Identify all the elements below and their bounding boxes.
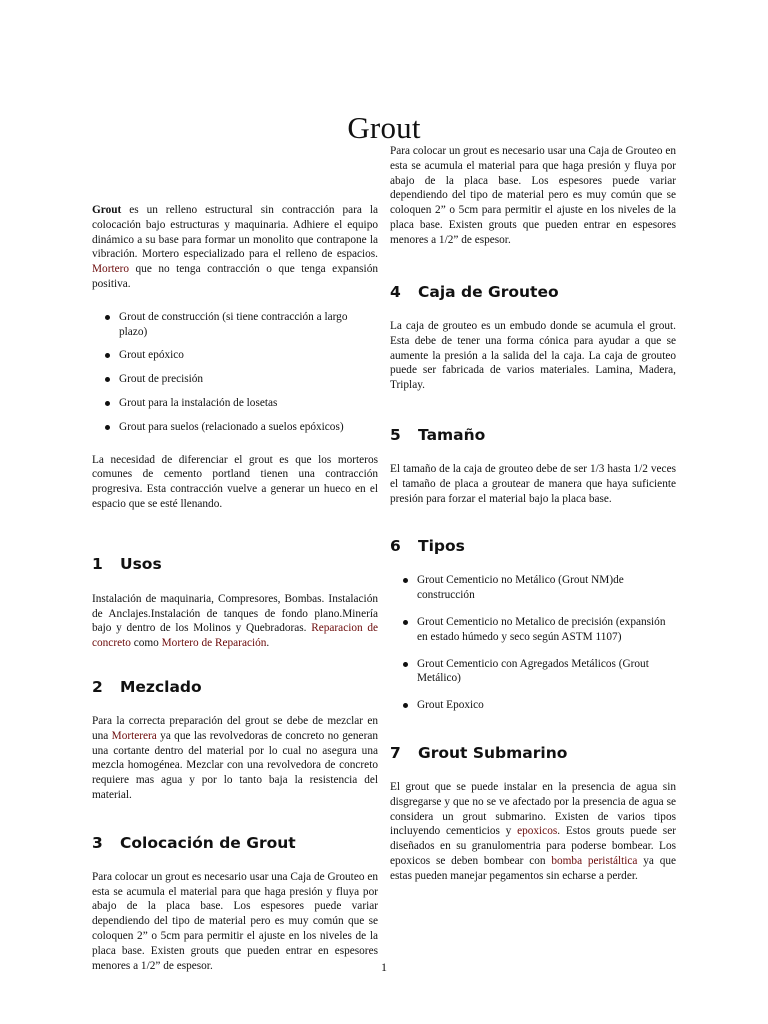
grout-types-list: [92, 310, 378, 435]
colocacion-paragraph-continued: [390, 145, 676, 248]
submarino-paragraph: [390, 780, 676, 884]
list-item: Grout de construcción (si tiene contracción a largo plazo): [92, 310, 378, 340]
list-item: Grout para suelos (relacionado a suelos epóxicos): [92, 420, 378, 435]
mortero-link[interactable]: Mortero: [92, 263, 130, 276]
section-heading-tipos: [390, 536, 676, 556]
section-number: 7: [390, 743, 401, 762]
section-title: Tipos: [418, 537, 465, 556]
usos-paragraph: [92, 592, 378, 651]
usos-text: Instalación de maquinaria, Compresores, Bombas. Instalación de Anclajes.Instalación de tanques de fondo plano.Minería bajo y dentro de los Molinos y Quebradoras.: [92, 592, 378, 635]
section-heading-tamano: [390, 425, 676, 445]
section-title: Colocación de Grout: [120, 833, 296, 852]
difference-paragraph: La necesidad de diferenciar el grout es que los morteros comunes de cemento portland tienen una contracción progresiva. Esta contracción vuelve a generar un hueco en el espacio que se esté llenando.: [92, 453, 378, 510]
right-column: [390, 145, 677, 884]
section-title: Tamaño: [418, 425, 486, 444]
section-number: 1: [92, 554, 103, 573]
section-number: 2: [92, 677, 103, 696]
page-title: Grout: [347, 110, 421, 145]
section-number: 4: [390, 283, 401, 301]
section-title: Mezclado: [120, 677, 202, 696]
epoxicos-link[interactable]: epoxicos: [517, 825, 558, 838]
reparacion-link[interactable]: Reparacion de concreto: [92, 622, 378, 650]
page-number: 1: [381, 960, 387, 974]
list-item: Grout Epoxico: [390, 698, 676, 713]
list-item: Grout Cementicio no Metálico (Grout NM)de construcción: [390, 573, 676, 603]
submarino-text-end: ya que estas pueden manejar pegamentos sin echarse a perder.: [390, 854, 677, 882]
list-item: Grout de precisión: [92, 372, 378, 387]
section-heading-usos: [92, 554, 378, 574]
section-heading-colocacion: [92, 833, 378, 853]
intro-text-end: que no tenga contracción o que tenga expansión positiva.: [92, 263, 378, 290]
colocacion-continued-text: Para colocar un grout es necesario usar una Caja de Grouteo en esta se acumula el material para que haga presión y fluya por abajo de la placa base. Los espesores puede variar dependiendo del tipo de material pero es muy común que se coloquen 2” o 5cm para permitir el ajuste en los niveles de la placa base. Existen grouts que pueden entrar en espesores menores a 1/2” de espesor.: [390, 145, 676, 246]
section-heading-caja: [390, 282, 676, 302]
intro-text: es un relleno estructural sin contracción para la colocación bajo estructuras y maquinaria. Adhiere el equipo dinámico a su base para formar un monolito que contrapone la vibración. Mortero especializado para el relleno de espacios.: [92, 204, 378, 261]
mortero-reparacion-link[interactable]: Mortero de Reparación: [161, 637, 267, 650]
section-number: 5: [390, 425, 401, 444]
section-heading-submarino: [390, 743, 676, 763]
section-number: 6: [390, 537, 401, 556]
mezclado-text-end: ya que las revolvedoras de concreto no generan una cortante dentro del material por lo cual no asegura una mezcla homogénea. Mezclar con una revolvedora de concreto requiere mas agua y por lo tanto baja la resistencia del material.: [92, 729, 378, 801]
usos-text-end: .: [266, 637, 270, 650]
list-item: Grout Cementicio no Metalico de precisión (expansión en estado húmedo y seco según ASTM 1107): [390, 615, 676, 645]
intro-term: Grout: [92, 204, 122, 216]
caja-paragraph: La caja de grouteo es un embudo donde se acumula el grout. Esta debe de tener una forma cónica para ayudar a que se aumente la presión a la salida del la caja. La caja de grouteo puede ser fabricada de varios materiales. Lamina, Madera, Triplay.: [390, 320, 676, 392]
colocacion-paragraph: Para colocar un grout es necesario usar una Caja de Grouteo en esta se acumula el material para que haga presión y fluya por abajo de la placa base. Los espesores puede variar dependiendo del tipo de material pero es muy común que se coloquen 2” o 5cm para permitir el ajuste en los niveles de la placa base. Existen grouts que pueden entrar en espesores menores a 1/2” de espesor.: [92, 870, 378, 972]
left-column: [92, 203, 378, 972]
mezclado-text: Para la correcta preparación del grout se debe de mezclar en una: [92, 714, 378, 742]
usos-text-mid: como: [130, 637, 162, 650]
section-title: Grout Submarino: [418, 743, 568, 762]
section-title: Caja de Grouteo: [418, 283, 559, 301]
mezclado-paragraph: [92, 714, 378, 803]
morterera-link[interactable]: Morterera: [111, 729, 157, 742]
section-heading-mezclado: [92, 677, 378, 697]
tipos-list: [390, 573, 676, 713]
list-item: Grout epóxico: [92, 348, 378, 363]
list-item: Grout Cementicio con Agregados Metálicos (Grout Metálico): [390, 657, 676, 687]
tamano-paragraph: El tamaño de la caja de grouteo debe de ser 1/3 hasta 1/2 veces el tamaño de placa a groutear de manera que haya suficiente presión para forzar el material bajo la placa base.: [390, 462, 676, 505]
list-item: Grout para la instalación de losetas: [92, 396, 378, 411]
intro-paragraph: [92, 203, 378, 292]
section-number: 3: [92, 833, 103, 852]
section-title: Usos: [120, 554, 162, 573]
submarino-text: El grout que se puede instalar en la presencia de agua sin disgregarse y que no se ve afectado por la presencia de agua se considera un grout submarino. Existen de varios tipos incluyendo cementicios y: [390, 780, 676, 838]
submarino-text-mid: . Estos grouts puede ser diseñados en su granulomentria para poderse bombear. Los epoxicos se deben bombear con: [390, 825, 676, 867]
bomba-peristaltica-link[interactable]: bomba peristáltica: [551, 854, 638, 867]
